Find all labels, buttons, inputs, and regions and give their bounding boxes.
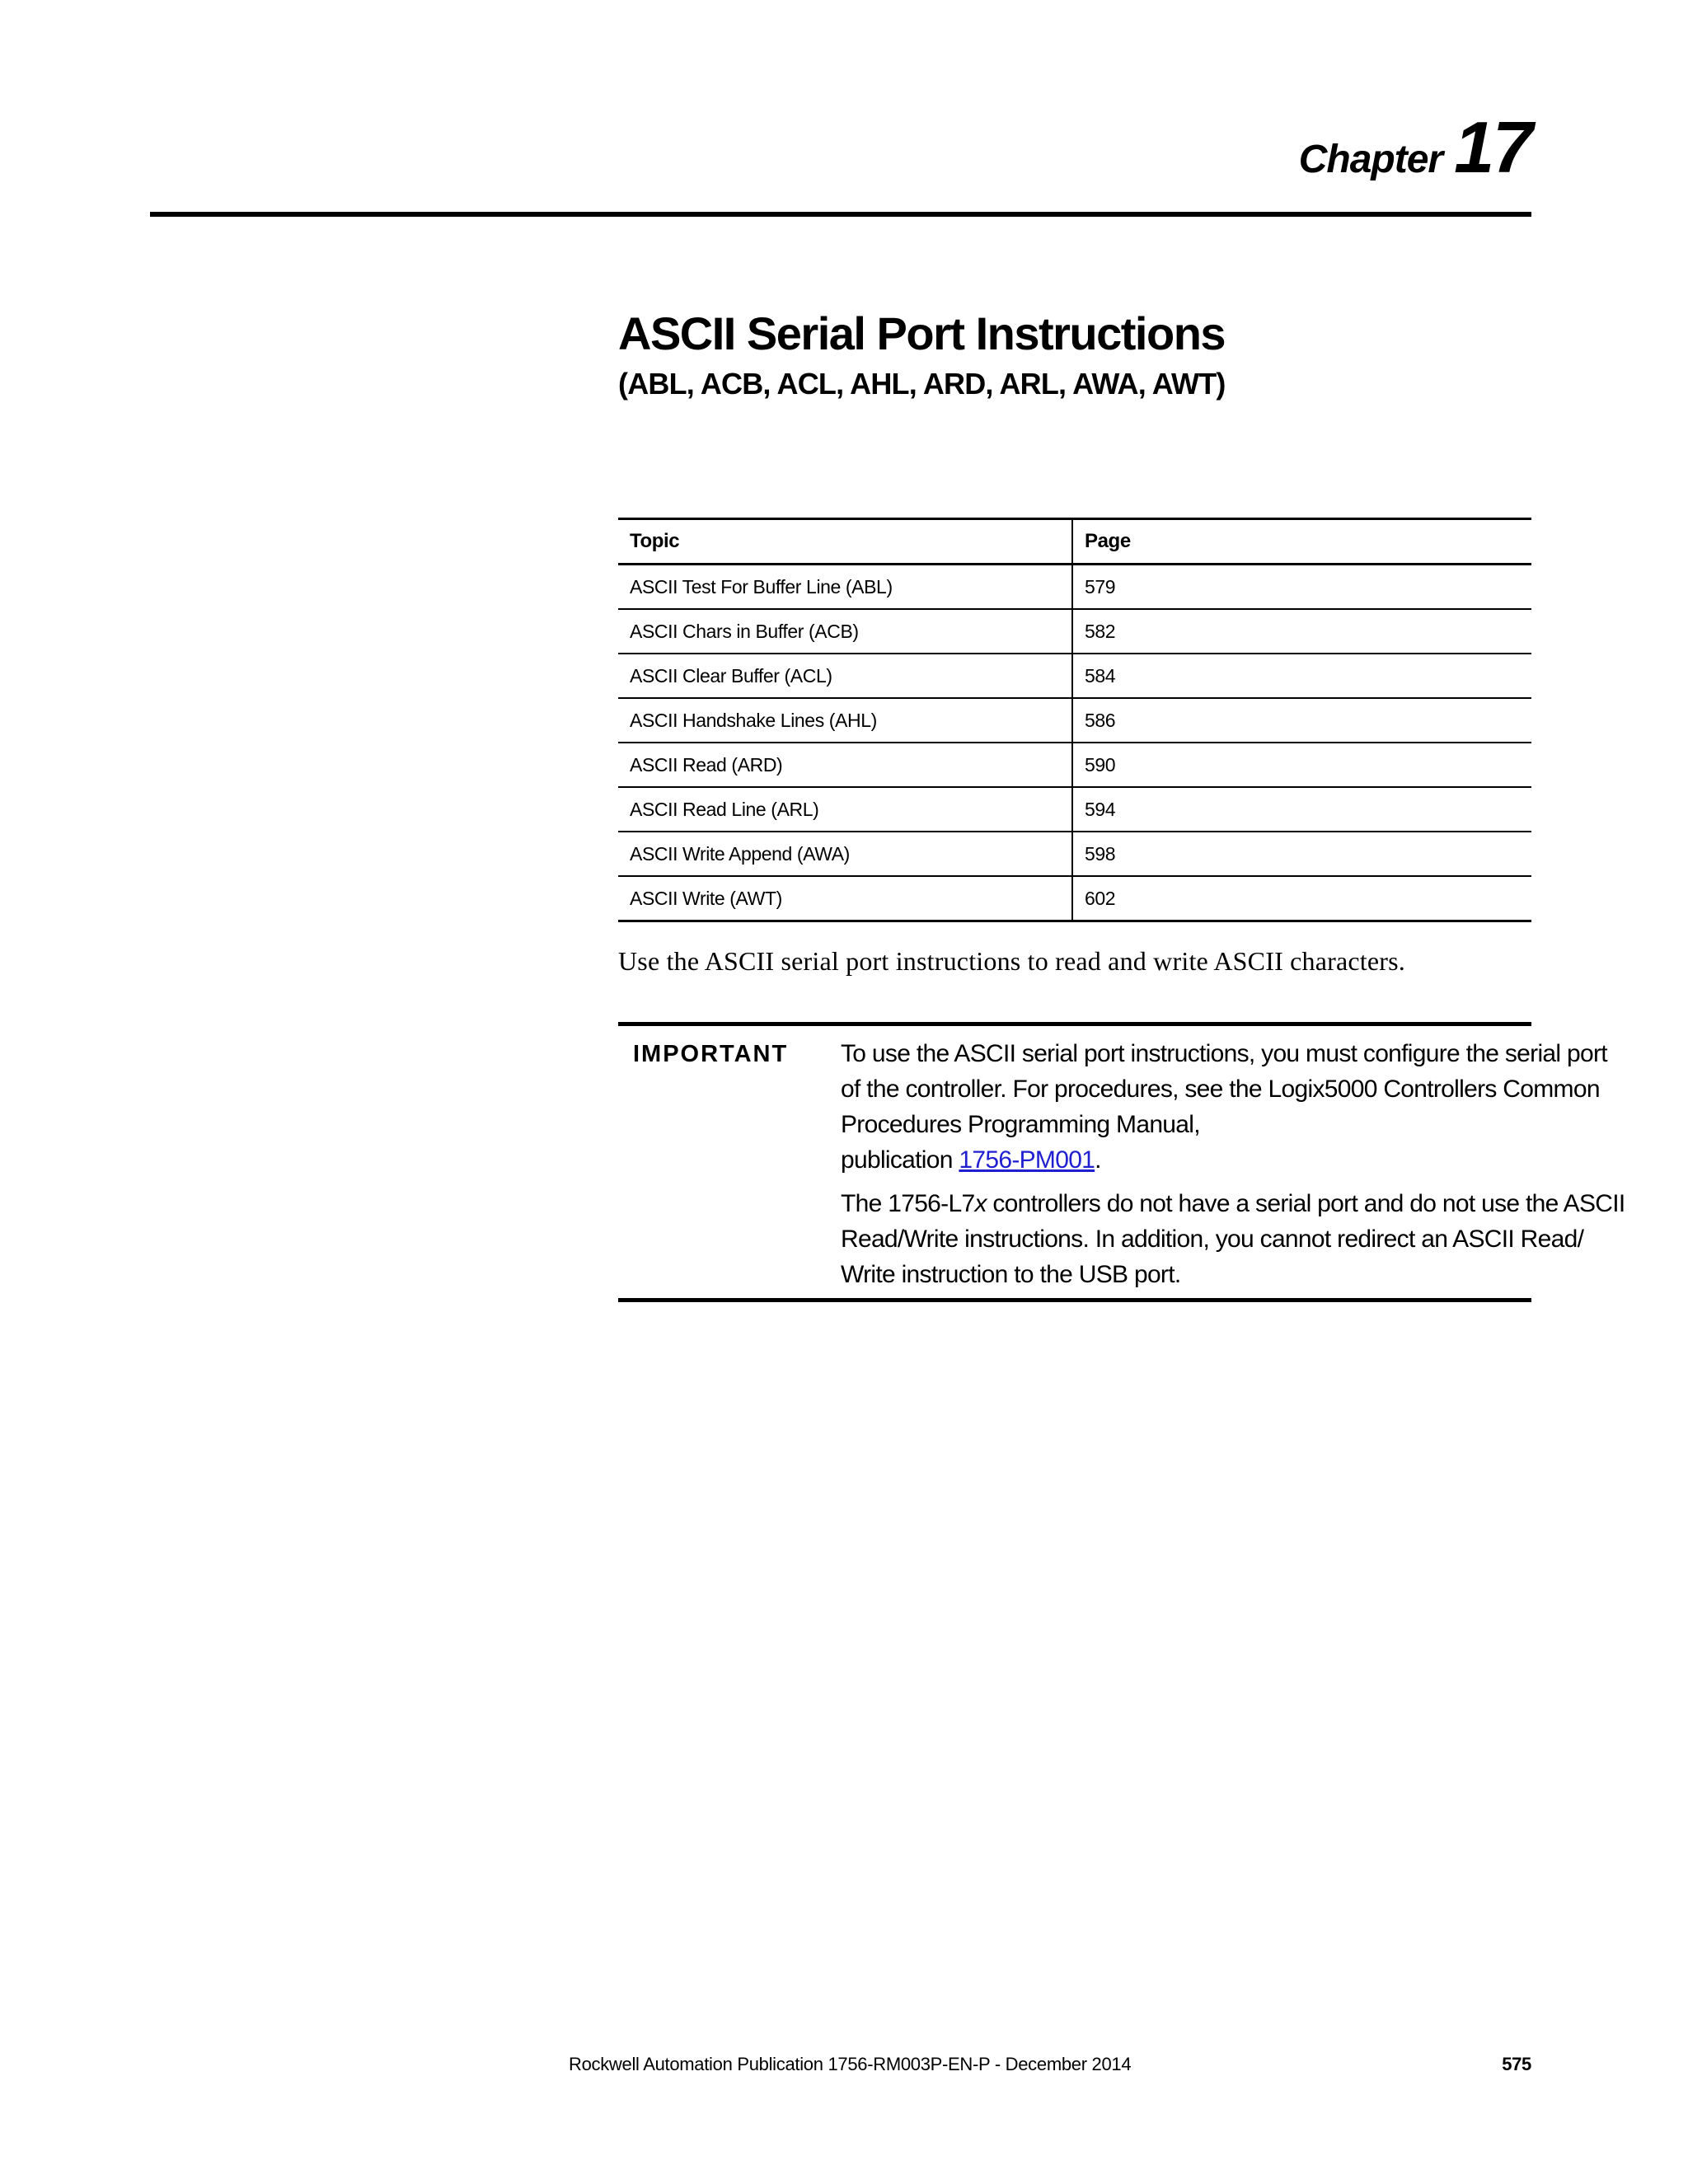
note-text: The 1756-L7 <box>841 1190 975 1217</box>
topic-cell: ASCII Handshake Lines (AHL) <box>618 698 1072 743</box>
note-line: of the controller. For procedures, see the Logix5000 Controllers Common <box>841 1076 1600 1103</box>
intro-paragraph: Use the ASCII serial port instructions to read and write ASCII characters. <box>618 946 1406 976</box>
important-paragraph-config <box>841 1036 1607 1178</box>
topic-cell: ASCII Chars in Buffer (ACB) <box>618 609 1072 654</box>
table-row <box>618 654 1531 698</box>
table-row <box>618 698 1531 743</box>
topic-cell: ASCII Write Append (AWA) <box>618 832 1072 876</box>
page-cell: 594 <box>1072 787 1531 832</box>
topic-cell: ASCII Clear Buffer (ACL) <box>618 654 1072 698</box>
chapter-divider <box>150 212 1531 217</box>
page-subtitle: (ABL, ACB, ACL, AHL, ARD, ARL, AWA, AWT) <box>618 367 1226 401</box>
table-header-row <box>618 519 1531 565</box>
page-cell: 598 <box>1072 832 1531 876</box>
topic-table <box>618 518 1531 922</box>
page-cell: 590 <box>1072 743 1531 787</box>
page-cell: 586 <box>1072 698 1531 743</box>
chapter-number: 17 <box>1454 106 1531 188</box>
page-cell: 579 <box>1072 565 1531 610</box>
note-line: To use the ASCII serial port instructions, you must configure the serial port <box>841 1040 1607 1067</box>
table-row <box>618 876 1531 921</box>
note-italic: x <box>974 1190 987 1217</box>
page-title: ASCII Serial Port Instructions <box>618 307 1226 359</box>
table-row <box>618 787 1531 832</box>
footer-publication: Rockwell Automation Publication 1756-RM003P-EN-P - December 2014 <box>569 2054 1132 2074</box>
topic-cell: ASCII Write (AWT) <box>618 876 1072 921</box>
page-number: 575 <box>1502 2054 1531 2074</box>
page-cell: 584 <box>1072 654 1531 698</box>
important-label: IMPORTANT <box>633 1041 789 1067</box>
table-row <box>618 609 1531 654</box>
note-text: . <box>1095 1146 1101 1174</box>
table-row <box>618 743 1531 787</box>
topic-cell: ASCII Test For Buffer Line (ABL) <box>618 565 1072 610</box>
note-text: publication <box>841 1146 959 1174</box>
important-note <box>618 1022 1625 1302</box>
important-body <box>841 1036 1625 1301</box>
note-line: Read/Write instructions. In addition, you cannot redirect an ASCII Read/ <box>841 1226 1584 1253</box>
topic-cell: ASCII Read Line (ARL) <box>618 787 1072 832</box>
chapter-heading <box>1299 105 1531 190</box>
note-line: Procedures Programming Manual, <box>841 1111 1200 1138</box>
topic-cell: ASCII Read (ARD) <box>618 743 1072 787</box>
table-row <box>618 832 1531 876</box>
note-line <box>841 1142 1530 1178</box>
topic-column-header: Topic <box>618 519 1072 565</box>
note-line <box>841 1186 1625 1221</box>
note-text: controllers do not have a serial port and do not use the ASCII <box>986 1190 1625 1217</box>
chapter-label: Chapter <box>1298 138 1443 181</box>
page-cell: 602 <box>1072 876 1531 921</box>
table-row <box>618 565 1531 610</box>
important-paragraph-l7x <box>841 1186 1625 1292</box>
page-cell: 582 <box>1072 609 1531 654</box>
note-line: Write instruction to the USB port. <box>841 1261 1181 1288</box>
publication-link[interactable]: 1756-PM001 <box>959 1146 1095 1174</box>
page-column-header: Page <box>1072 519 1531 565</box>
